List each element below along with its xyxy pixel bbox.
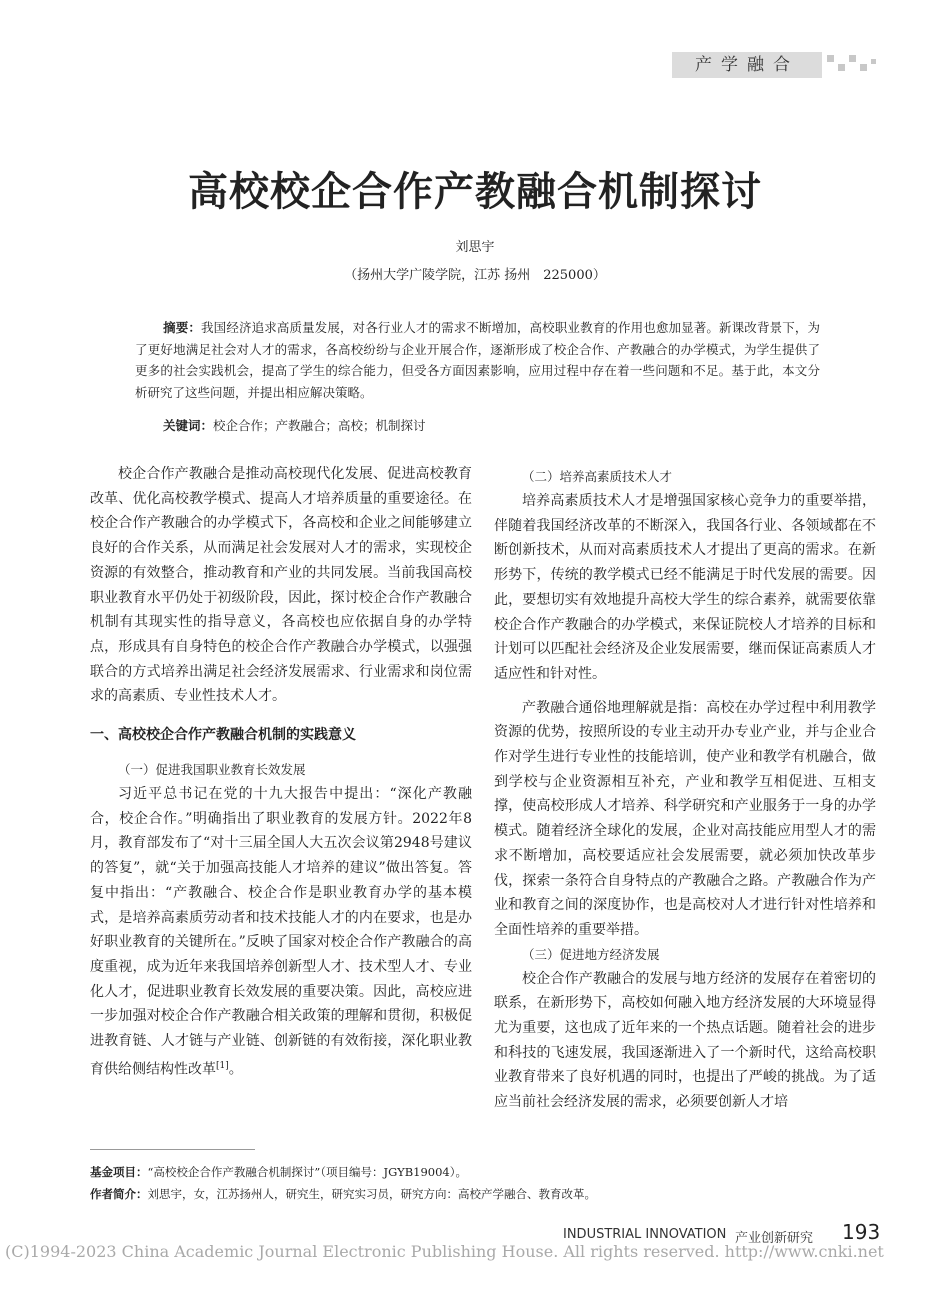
- funding-note: [90, 1164, 467, 1180]
- abstract-label: 摘要：: [163, 320, 202, 335]
- keywords: [163, 416, 426, 434]
- abstract: [135, 317, 820, 403]
- subsection-2-paragraph-2: 产教融合通俗地理解就是指：高校在办学过程中利用教学资源的优势，按照所设的专业主动开办专业产业，并与企业合作对学生进行专业性的技能培训，使产业和教学有机融合，做到学校与企业资源相互补充，产业和教学互相促进、互相支撑，使高校形成人才培养、科学研究和产业服务于一身的办学模式。随着经济全球化的发展，企业对高技能应用型人才的需求不断增加，高校要适应社会发展需要，就必须加快改革步伐，探索一条符合自身特点的产教融合之路。产教融合作为产业和教育之间的深度协作，也是高校对人才进行针对性培养和全面性培养的重要举措。: [494, 699, 876, 938]
- bio-text: 刘思宇，女，江苏扬州人，研究生，研究实习员，研究方向：高校产学融合、教育改革。: [147, 1187, 596, 1201]
- right-column: [494, 465, 876, 1115]
- journal-name-en: INDUSTRIAL INNOVATION: [563, 1227, 727, 1242]
- keywords-label: 关键词：: [163, 418, 214, 433]
- author-name: 刘思宇: [455, 240, 495, 255]
- section-tag: 产学融合: [672, 52, 822, 78]
- page-number: 193: [842, 1220, 881, 1244]
- bio-label: 作者简介：: [90, 1187, 148, 1201]
- copyright-watermark: (C)1994-2023 China Academic Journal Electronic Publishing House. All rights reserved. http://www.cnki.net: [5, 1242, 884, 1261]
- subsection-1-end: 。: [228, 1061, 243, 1078]
- subsection-1-paragraph: [90, 782, 472, 1082]
- subsection-1-text: 习近平总书记在党的十九大报告中提出：“深化产教融合，校企合作。”明确指出了职业教育的发展方针。2022年8月，教育部发布了“对十三届全国人大五次会议第2948号建议的答复”，就“关于加强高技能人才培养的建议”做出答复。答复中指出：“产教融合、校企合作是职业教育办学的基本模式，是培养高素质劳动者和技术技能人才的内在要求，也是办好职业教育的关键所在。”反映了国家对校企合作产教融合的高度重视，成为近年来我国培养创新型人才、技术型人才、专业化人才，促进职业教育长效发展的重要决策。因此，高校应进一步加强对校企合作产教融合相关政策的理解和贯彻，积极促进教育链、人才链与产业链、创新链的有效衔接，深化职业教育供给侧结构性改革: [90, 786, 472, 1078]
- paper-title: 高校校企合作产教融合机制探讨: [188, 169, 762, 215]
- abstract-text: 我国经济追求高质量发展，对各行业人才的需求不断增加，高校职业教育的作用也愈加显著。新课改背景下，为了更好地满足社会对人才的需求，各高校纷纷与企业开展合作，逐渐形成了校企合作、产教融合的办学模式，为学生提供了更多的社会实践机会，提高了学生的综合能力，但受各方面因素影响，应用过程中存在着一些问题和不足。基于此，本文分析研究了这些问题，并提出相应解决策略。: [135, 320, 820, 400]
- intro-paragraph: 校企合作产教融合是推动高校现代化发展、促进高校教育改革、优化高校教学模式、提高人才培养质量的重要途径。在校企合作产教融合的办学模式下，各高校和企业之间能够建立良好的合作关系，从而满足社会发展对人才的需求，实现校企资源的有效整合，推动教育和产业的共同发展。当前我国高校职业教育水平仍处于初级阶段，因此，探讨校企合作产教融合机制有其现实性的指导意义，各高校也应依据自身的办学特点，形成具有自身特色的校企合作产教融合办学模式，以强强联合的方式培养出满足社会经济发展需求、行业需求和岗位需求的高素质、专业性技术人才。: [90, 466, 472, 705]
- author-affiliation: （扬州大学广陵学院，江苏 扬州 225000）: [344, 268, 606, 283]
- subsection-1-heading: （一）促进我国职业教育长效发展: [118, 762, 306, 778]
- section-1-heading: 一、高校校企合作产教融合机制的实践意义: [90, 727, 356, 744]
- subsection-3-paragraph-1: 校企合作产教融合的发展与地方经济的发展存在着密切的联系，在新形势下，高校如何融入地方经济发展的大环境显得尤为重要，这也成了近年来的一个热点话题。随着社会的进步和科技的飞速发展，我国逐渐进入了一个新时代，这给高校职业教育带来了良好机遇的同时，也提出了严峻的挑战。为了适应当前社会经济发展的需求，必须要创新人才培: [494, 970, 876, 1111]
- author-bio-note: [90, 1186, 596, 1202]
- subsection-2-heading: （二）培养高素质技术人才: [522, 469, 673, 484]
- footnote-divider: [90, 1149, 255, 1150]
- funding-label: 基金项目：: [90, 1165, 148, 1179]
- left-column: [90, 462, 472, 1082]
- keywords-text: 校企合作；产教融合；高校；机制探讨: [213, 418, 426, 433]
- subsection-3-heading: （三）促进地方经济发展: [522, 946, 660, 962]
- funding-text: “高校校企合作产教融合机制探讨”（项目编号：JGYB19004）。: [147, 1165, 467, 1179]
- citation-ref: [1]: [216, 1060, 229, 1071]
- journal-name-cn: 产业创新研究: [735, 1231, 814, 1246]
- subsection-2-paragraph-1: 培养高素质技术人才是增强国家核心竞争力的重要举措，伴随着我国经济改革的不断深入，我国各行业、各领域都在不断创新技术，从而对高素质技术人才提出了更高的需求。在新形势下，传统的教学模式已经不能满足于时代发展的需要。因此，要想切实有效地提升高校大学生的综合素养，就需要依靠校企合作产教融合的办学模式，来保证院校人才培养的目标和计划可以匹配社会经济及企业发展需要，继而保证高素质人才适应性和针对性。: [494, 493, 876, 682]
